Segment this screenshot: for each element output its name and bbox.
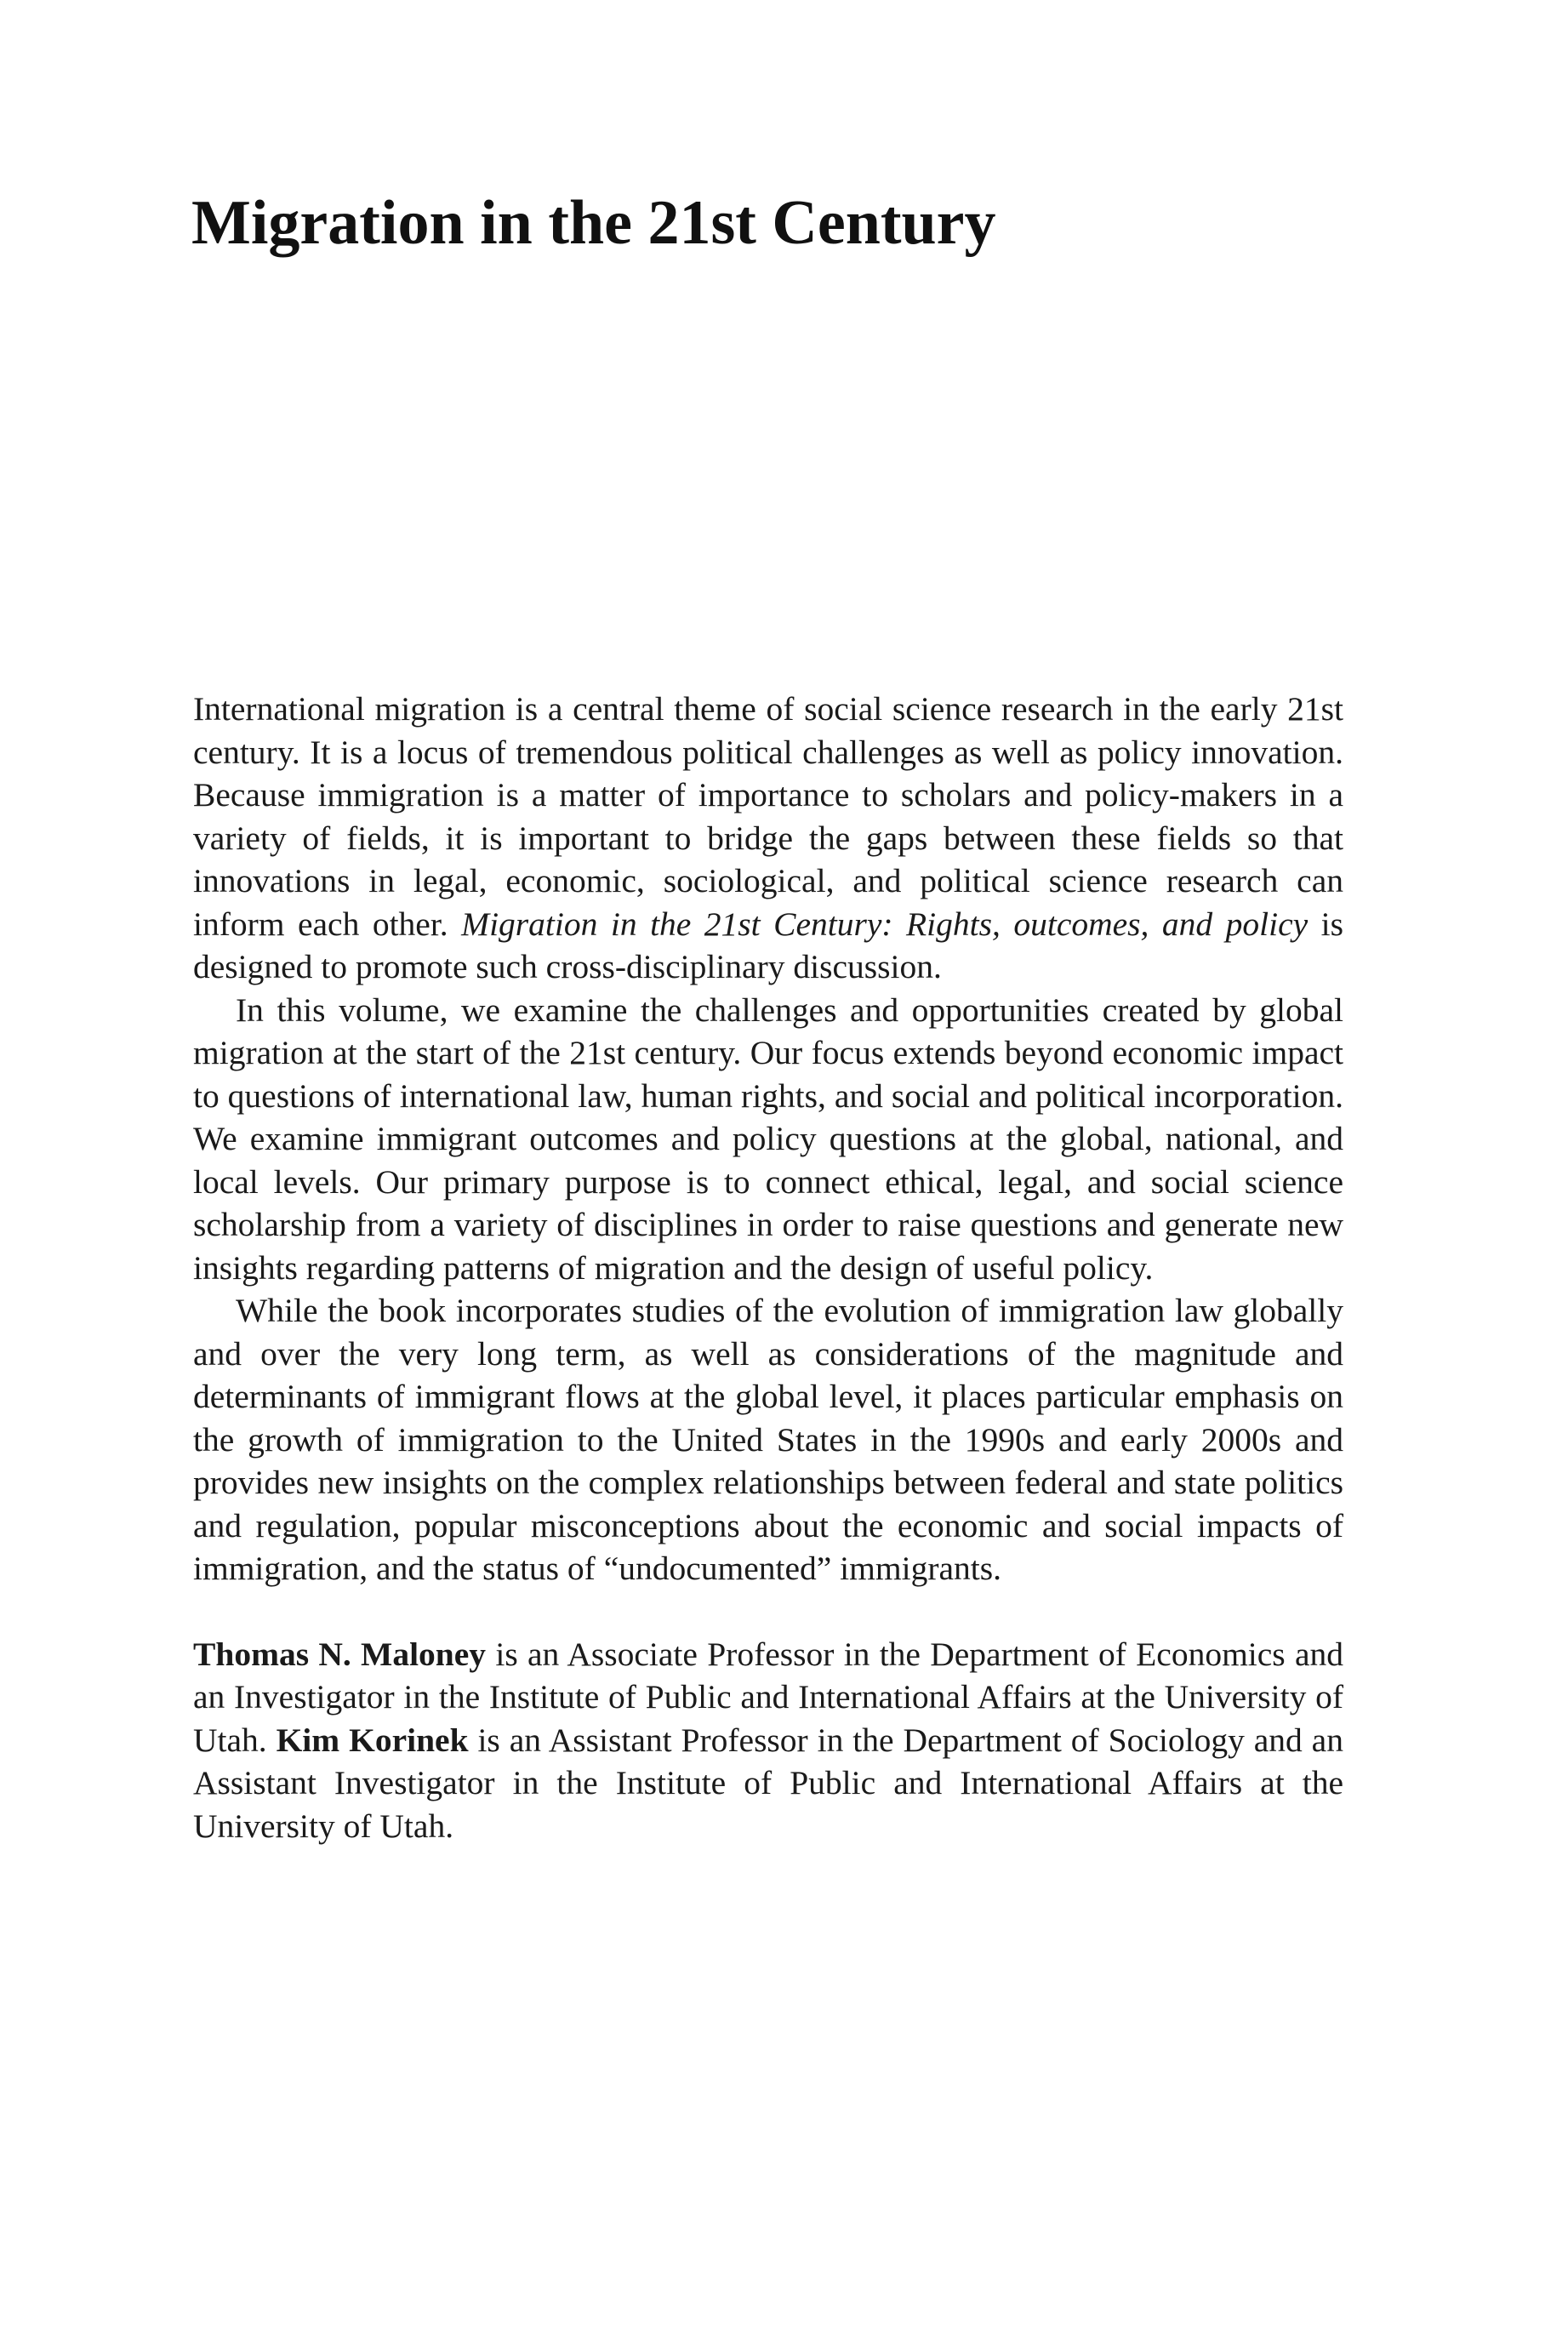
description-paragraph-1: [193, 688, 1343, 989]
paragraph-1-text-end: is designed to promote such cross-disciplinary discussion.: [193, 905, 1343, 985]
author-bios: [193, 1633, 1343, 1848]
description-paragraph-2: In this volume, we examine the challenges and opportunities created by global migration at the start of the 21st century. Our focus extends beyond economic impact to questions of international law, human rights, and social and political incorporation. We examine immigrant outcomes and policy questions at the global, national, and local levels. Our primary purpose is to connect ethical, legal, and social science scholarship from a variety of disciplines in order to raise questions and generate new insights regarding patterns of migration and the design of useful policy.: [193, 990, 1343, 1287]
author-2-name: Kim Korinek: [276, 1721, 469, 1759]
author-1-name: Thomas N. Maloney: [193, 1635, 487, 1673]
description-paragraph-3: While the book incorporates studies of the evolution of immigration law globally and over the very long term, as well as considerations of the magnitude and determinants of immigrant flows at the global level, it places particular emphasis on the growth of immigration to the United States in the 1990s and early 2000s and provides new insights on the complex relationships between federal and state politics and regulation, popular misconceptions about the economic and social impacts of immigration, and the status of “undocumented” immigrants.: [193, 1292, 1343, 1587]
author-1-bio: is an Associate Professor in the Department of Economics and an Investigator in the Institute of Public and International Affairs at the University of Utah.: [193, 1635, 1343, 1759]
page-title: Migration in the 21st Century: [191, 188, 996, 258]
author-2-bio: is an Assistant Professor in the Department of Sociology and an Assistant Investigator in the Institute of Public and International Affairs at the University of Utah.: [193, 1721, 1343, 1845]
book-title-italic: Migration in the 21st Century: Rights, outcomes, and policy: [461, 905, 1309, 943]
paragraph-1-text: International migration is a central theme of social science research in the early 21st century. It is a locus of tremendous political challenges as well as policy innovation. Because immigration is a matter of importance to scholars and policy-makers in a variety of fields, it is important to bridge the gaps between these fields so that innovations in legal, economic, sociological, and political science research can inform each other.: [193, 690, 1343, 943]
book-description: [193, 688, 1343, 1847]
